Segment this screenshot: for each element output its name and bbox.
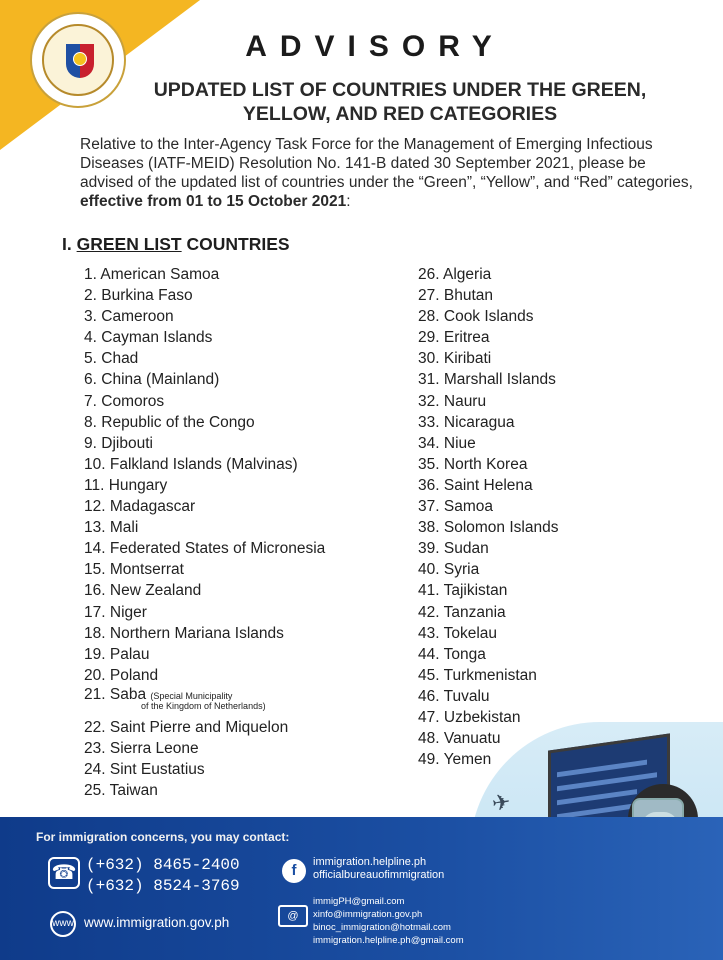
country-number: 32. bbox=[418, 392, 440, 410]
country-list-item bbox=[418, 559, 558, 580]
country-name: Mali bbox=[109, 519, 139, 537]
country-name: Tanzania bbox=[443, 603, 506, 621]
country-number: 37. bbox=[418, 498, 440, 516]
country-list-item bbox=[418, 665, 558, 686]
intro-paragraph bbox=[80, 135, 700, 211]
section-underlined: GREEN LIST bbox=[76, 234, 182, 254]
country-list-item bbox=[84, 306, 325, 327]
country-list-item bbox=[418, 454, 558, 475]
saba-note-line-2: of the Kingdom of Netherlands) bbox=[141, 700, 266, 711]
country-list-item bbox=[418, 264, 558, 285]
country-number: 41. bbox=[418, 582, 440, 600]
country-name: Chad bbox=[101, 350, 139, 368]
country-number: 2. bbox=[84, 287, 97, 305]
country-name: Eritrea bbox=[443, 329, 490, 347]
intro-effective-date: effective from 01 to 15 October 2021 bbox=[80, 193, 347, 210]
airplane-icon: ✈ bbox=[490, 788, 513, 817]
country-list-item bbox=[84, 665, 325, 686]
country-list-item bbox=[418, 285, 558, 306]
country-number: 34. bbox=[418, 434, 440, 452]
country-number: 4. bbox=[84, 329, 97, 347]
country-number: 26. bbox=[418, 266, 440, 283]
country-name: Comoros bbox=[101, 392, 165, 410]
page-subtitle bbox=[120, 78, 680, 126]
country-name: Bhutan bbox=[443, 287, 494, 305]
country-name: Solomon Islands bbox=[443, 519, 559, 537]
country-number: 28. bbox=[418, 308, 440, 326]
country-number: 49. bbox=[418, 751, 440, 769]
email-4[interactable]: immigration.helpline.ph@gmail.com bbox=[313, 935, 464, 946]
country-list-item bbox=[84, 644, 325, 665]
country-name: Tokelau bbox=[443, 624, 498, 642]
globe-icon: www bbox=[50, 911, 76, 937]
country-list-item bbox=[418, 623, 558, 644]
email-3[interactable]: binoc_immigration@hotmail.com bbox=[313, 922, 451, 933]
country-number: 6. bbox=[84, 371, 97, 389]
country-name: Sint Eustatius bbox=[109, 761, 205, 779]
country-list-item bbox=[84, 738, 325, 759]
website-link[interactable]: www.immigration.gov.ph bbox=[84, 915, 230, 930]
country-number: 17. bbox=[84, 603, 106, 621]
country-number: 38. bbox=[418, 519, 440, 537]
country-name: Cameroon bbox=[101, 308, 174, 326]
country-number: 36. bbox=[418, 476, 440, 494]
country-number: 5. bbox=[84, 350, 97, 368]
page-title: ADVISORY bbox=[245, 30, 505, 63]
country-name: Tuvalu bbox=[443, 687, 490, 705]
country-list-item bbox=[84, 348, 325, 369]
country-list-item bbox=[84, 454, 325, 475]
section-prefix: I. bbox=[62, 234, 72, 254]
seal-sun-icon bbox=[73, 52, 87, 66]
subtitle-line-1: UPDATED LIST OF COUNTRIES UNDER THE GREEN, bbox=[153, 79, 647, 101]
country-list-item bbox=[84, 369, 325, 390]
country-name: Saba bbox=[109, 685, 147, 703]
intro-end: : bbox=[346, 193, 351, 210]
country-list-item bbox=[418, 686, 558, 707]
country-list-item-saba bbox=[84, 686, 325, 717]
country-number: 22. bbox=[84, 718, 106, 736]
green-list-left-column bbox=[84, 264, 325, 801]
country-name: Turkmenistan bbox=[443, 666, 537, 684]
country-number: 21. bbox=[84, 685, 106, 703]
country-number: 15. bbox=[84, 561, 106, 579]
country-name: North Korea bbox=[443, 455, 528, 473]
country-name: Niue bbox=[443, 434, 476, 452]
section-heading bbox=[62, 234, 290, 255]
country-number: 10. bbox=[84, 455, 106, 473]
subtitle-line-2: YELLOW, AND RED CATEGORIES bbox=[242, 103, 558, 125]
country-name: China (Mainland) bbox=[101, 371, 220, 389]
country-number: 8. bbox=[84, 413, 97, 431]
phone-icon: ☎ bbox=[48, 857, 80, 889]
bureau-seal-logo bbox=[30, 12, 126, 108]
country-number: 20. bbox=[84, 666, 106, 684]
country-name: Madagascar bbox=[109, 498, 196, 516]
country-list-item bbox=[418, 538, 558, 559]
green-list-right-column bbox=[418, 264, 558, 770]
country-number: 9. bbox=[84, 434, 97, 452]
section-suffix: COUNTRIES bbox=[186, 234, 290, 254]
country-number: 13. bbox=[84, 519, 106, 537]
country-name: Hungary bbox=[108, 476, 168, 494]
country-name: Montserrat bbox=[109, 561, 184, 579]
country-name: Marshall Islands bbox=[443, 371, 556, 389]
country-name: Tajikistan bbox=[443, 582, 508, 600]
country-number: 25. bbox=[84, 782, 106, 800]
facebook-links bbox=[313, 856, 444, 882]
country-list-item bbox=[84, 285, 325, 306]
country-number: 3. bbox=[84, 308, 97, 326]
country-list-item bbox=[84, 717, 325, 738]
country-list-item bbox=[84, 475, 325, 496]
country-list-item bbox=[84, 580, 325, 601]
country-number: 31. bbox=[418, 371, 440, 389]
country-name: Yemen bbox=[443, 751, 492, 769]
country-name: Cook Islands bbox=[443, 308, 534, 326]
phone-number-2[interactable]: (+632) 8524-3769 bbox=[86, 877, 240, 895]
country-number: 45. bbox=[418, 666, 440, 684]
country-name: Vanuatu bbox=[443, 730, 501, 748]
country-number: 19. bbox=[84, 645, 106, 663]
country-name: Kiribati bbox=[443, 350, 492, 368]
country-number: 30. bbox=[418, 350, 440, 368]
country-list-item bbox=[418, 475, 558, 496]
country-name: Syria bbox=[443, 561, 480, 579]
country-name: Uzbekistan bbox=[443, 708, 521, 726]
country-name: Nauru bbox=[443, 392, 487, 410]
country-list-item bbox=[84, 412, 325, 433]
country-list-item bbox=[84, 559, 325, 580]
country-list-item bbox=[84, 623, 325, 644]
country-number: 39. bbox=[418, 540, 440, 558]
country-number: 33. bbox=[418, 413, 440, 431]
country-name: Federated States of Micronesia bbox=[109, 540, 326, 558]
country-name: Palau bbox=[109, 645, 150, 663]
country-list-item bbox=[418, 369, 558, 390]
phone-number-1[interactable]: (+632) 8465-2400 bbox=[86, 856, 240, 874]
phone-numbers bbox=[86, 855, 240, 897]
country-number: 46. bbox=[418, 687, 440, 705]
country-number: 44. bbox=[418, 645, 440, 663]
country-name: Djibouti bbox=[101, 434, 153, 452]
country-number: 43. bbox=[418, 624, 440, 642]
country-list-item bbox=[84, 496, 325, 517]
country-name: Nicaragua bbox=[443, 413, 515, 431]
country-name: Cayman Islands bbox=[101, 329, 213, 347]
country-name: American Samoa bbox=[100, 266, 220, 283]
country-name: Sudan bbox=[443, 540, 489, 558]
country-number: 27. bbox=[418, 287, 440, 305]
country-name: Poland bbox=[109, 666, 159, 684]
country-name: Falkland Islands (Malvinas) bbox=[109, 455, 298, 473]
country-list-item bbox=[84, 538, 325, 559]
country-name: Republic of the Congo bbox=[101, 413, 255, 431]
email-2[interactable]: xinfo@immigration.gov.ph bbox=[313, 909, 423, 920]
country-list-item bbox=[84, 517, 325, 538]
facebook-icon: f bbox=[282, 859, 306, 883]
country-list-item bbox=[418, 496, 558, 517]
country-list-item bbox=[418, 580, 558, 601]
country-list-item bbox=[84, 780, 325, 801]
country-name: Sierra Leone bbox=[109, 739, 199, 757]
country-number: 1. bbox=[84, 266, 97, 283]
country-name: Niger bbox=[109, 603, 147, 621]
country-number: 18. bbox=[84, 624, 106, 642]
country-name: Samoa bbox=[443, 498, 493, 516]
email-icon: @ bbox=[278, 905, 308, 927]
country-number: 7. bbox=[84, 392, 97, 410]
country-name: Tonga bbox=[443, 645, 486, 663]
country-number: 29. bbox=[418, 329, 440, 347]
intro-text: Relative to the Inter-Agency Task Force for the Management of Emerging Infectious Diseases (IATF-MEID) Resolution No. 141-B dated 30 September 2021, please be advised of the updated list of countries under the “Green”, “Yellow”, and “Red” categories, bbox=[80, 136, 693, 191]
country-list-item bbox=[418, 644, 558, 665]
facebook-link-2[interactable]: officialbureauofimmigration bbox=[313, 869, 445, 881]
country-list-item bbox=[84, 602, 325, 623]
country-name: Northern Mariana Islands bbox=[109, 624, 284, 642]
country-number: 23. bbox=[84, 739, 106, 757]
email-1[interactable]: immigPH@gmail.com bbox=[313, 896, 405, 907]
country-list-item bbox=[418, 306, 558, 327]
country-number: 24. bbox=[84, 761, 106, 779]
country-number: 42. bbox=[418, 603, 440, 621]
country-list-item bbox=[84, 327, 325, 348]
seal-inner-ring bbox=[42, 24, 114, 96]
country-list-item bbox=[418, 517, 558, 538]
country-list-item bbox=[418, 602, 558, 623]
contact-heading: For immigration concerns, you may contact: bbox=[36, 830, 290, 844]
country-number: 40. bbox=[418, 561, 440, 579]
country-number: 48. bbox=[418, 730, 440, 748]
country-name: Algeria bbox=[443, 266, 492, 283]
country-number: 35. bbox=[418, 455, 440, 473]
country-name: New Zealand bbox=[109, 582, 202, 600]
country-list-item bbox=[84, 433, 325, 454]
country-list-item bbox=[84, 264, 325, 285]
contact-footer bbox=[0, 817, 723, 960]
email-addresses bbox=[313, 895, 464, 947]
country-list-item bbox=[418, 433, 558, 454]
country-list-item bbox=[418, 391, 558, 412]
country-list-item bbox=[418, 327, 558, 348]
country-list-item bbox=[84, 391, 325, 412]
country-number: 11. bbox=[84, 476, 105, 494]
facebook-link-1[interactable]: immigration.helpline.ph bbox=[313, 856, 427, 868]
country-name: Burkina Faso bbox=[101, 287, 193, 305]
country-number: 16. bbox=[84, 582, 106, 600]
country-number: 14. bbox=[84, 540, 106, 558]
country-list-item bbox=[418, 412, 558, 433]
country-name: Saint Helena bbox=[443, 476, 533, 494]
country-name: Saint Pierre and Miquelon bbox=[109, 718, 289, 736]
country-list-item bbox=[84, 759, 325, 780]
saba-note-line-1: (Special Municipality bbox=[150, 690, 233, 701]
country-number: 12. bbox=[84, 498, 106, 516]
country-list-item bbox=[418, 348, 558, 369]
country-name: Taiwan bbox=[109, 782, 158, 800]
country-number: 47. bbox=[418, 708, 440, 726]
